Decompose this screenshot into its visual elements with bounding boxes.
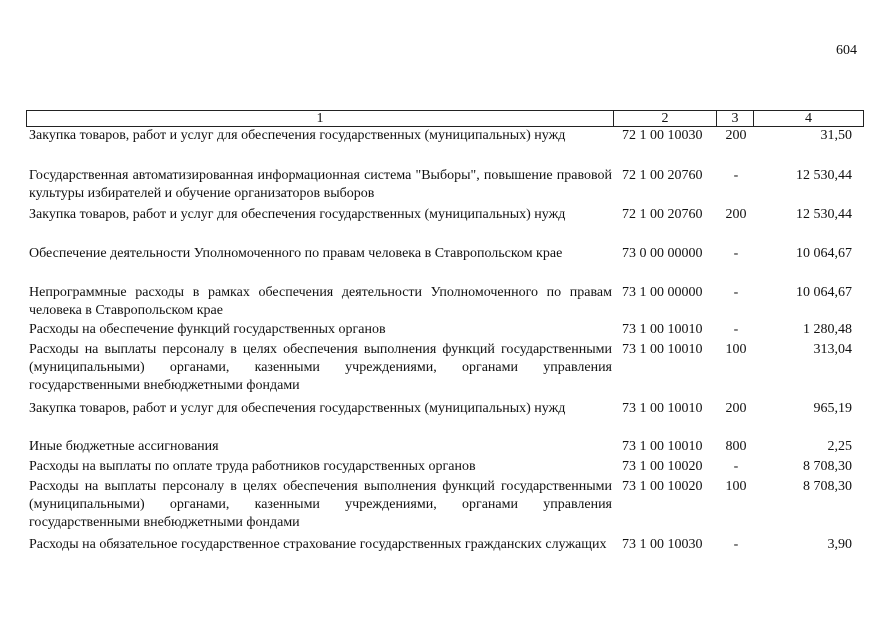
row-amount: 965,19 [813, 401, 852, 416]
row-type: 200 [725, 207, 747, 222]
row-description: Расходы на выплаты по оплате труда работников государственных органов [29, 459, 476, 474]
header-col-3: 3 [717, 111, 754, 127]
row-description: Закупка товаров, работ и услуг для обеспечения государственных (муниципальных) нужд [29, 207, 566, 222]
row-description: Закупка товаров, работ и услуг для обеспечения государственных (муниципальных) нужд [29, 401, 566, 416]
row-description: Государственная автоматизированная информационная система "Выборы", повышение правовой культуры избирателей и обучение организаторов выборов [29, 168, 612, 201]
row-code: 73 1 00 10020 [622, 459, 703, 474]
row-code: 72 1 00 20760 [622, 168, 703, 183]
row-amount: 313,04 [813, 342, 852, 357]
row-type: - [733, 459, 739, 474]
row-code: 72 1 00 20760 [622, 207, 703, 222]
row-description: Закупка товаров, работ и услуг для обеспечения государственных (муниципальных) нужд [29, 128, 566, 143]
row-amount: 2,25 [827, 439, 852, 454]
row-description: Обеспечение деятельности Уполномоченного по правам человека в Ставропольском крае [29, 246, 563, 261]
row-code: 73 1 00 10010 [622, 401, 703, 416]
row-code: 73 1 00 10010 [622, 322, 703, 337]
row-type: 200 [725, 401, 747, 416]
row-type: - [733, 537, 739, 552]
row-description: Расходы на обязательное государственное страхование государственных гражданских служащих [29, 537, 607, 552]
row-description: Расходы на выплаты персоналу в целях обеспечения выполнения функций государственными (муниципальными) органами, казенными учреждениями, органами управления государственными внебюджетными фондами [29, 479, 612, 530]
row-code: 73 1 00 10010 [622, 439, 703, 454]
row-code: 73 1 00 10010 [622, 342, 703, 357]
row-description: Расходы на обеспечение функций государственных органов [29, 322, 386, 337]
row-amount: 8 708,30 [803, 459, 852, 474]
header-col-4: 4 [754, 111, 864, 127]
row-type: 100 [725, 342, 747, 357]
row-amount: 31,50 [820, 128, 852, 143]
row-amount: 12 530,44 [796, 207, 852, 222]
row-code: 72 1 00 10030 [622, 128, 703, 143]
row-type: 800 [725, 439, 747, 454]
row-description: Расходы на выплаты персоналу в целях обеспечения выполнения функций государственными (муниципальными) органами, казенными учреждениями, органами управления государственными внебюджетными фондами [29, 342, 612, 393]
row-description: Иные бюджетные ассигнования [29, 439, 219, 454]
row-amount: 8 708,30 [803, 479, 852, 494]
row-type: 100 [725, 479, 747, 494]
row-amount: 10 064,67 [796, 285, 852, 300]
row-amount: 3,90 [827, 537, 852, 552]
table-header [26, 110, 864, 127]
header-col-1: 1 [27, 111, 614, 127]
row-code: 73 0 00 00000 [622, 246, 703, 261]
row-amount: 12 530,44 [796, 168, 852, 183]
header-col-2: 2 [614, 111, 717, 127]
row-amount: 10 064,67 [796, 246, 852, 261]
row-type: 200 [725, 128, 747, 143]
row-code: 73 1 00 10030 [622, 537, 703, 552]
row-type: - [733, 322, 739, 337]
row-amount: 1 280,48 [803, 322, 852, 337]
row-description: Непрограммные расходы в рамках обеспечения деятельности Уполномоченного по правам человека в Ставропольском крае [29, 285, 612, 318]
row-type: - [733, 285, 739, 300]
page-number: 604 [836, 43, 857, 58]
row-type: - [733, 168, 739, 183]
row-code: 73 1 00 10020 [622, 479, 703, 494]
row-type: - [733, 246, 739, 261]
row-code: 73 1 00 00000 [622, 285, 703, 300]
